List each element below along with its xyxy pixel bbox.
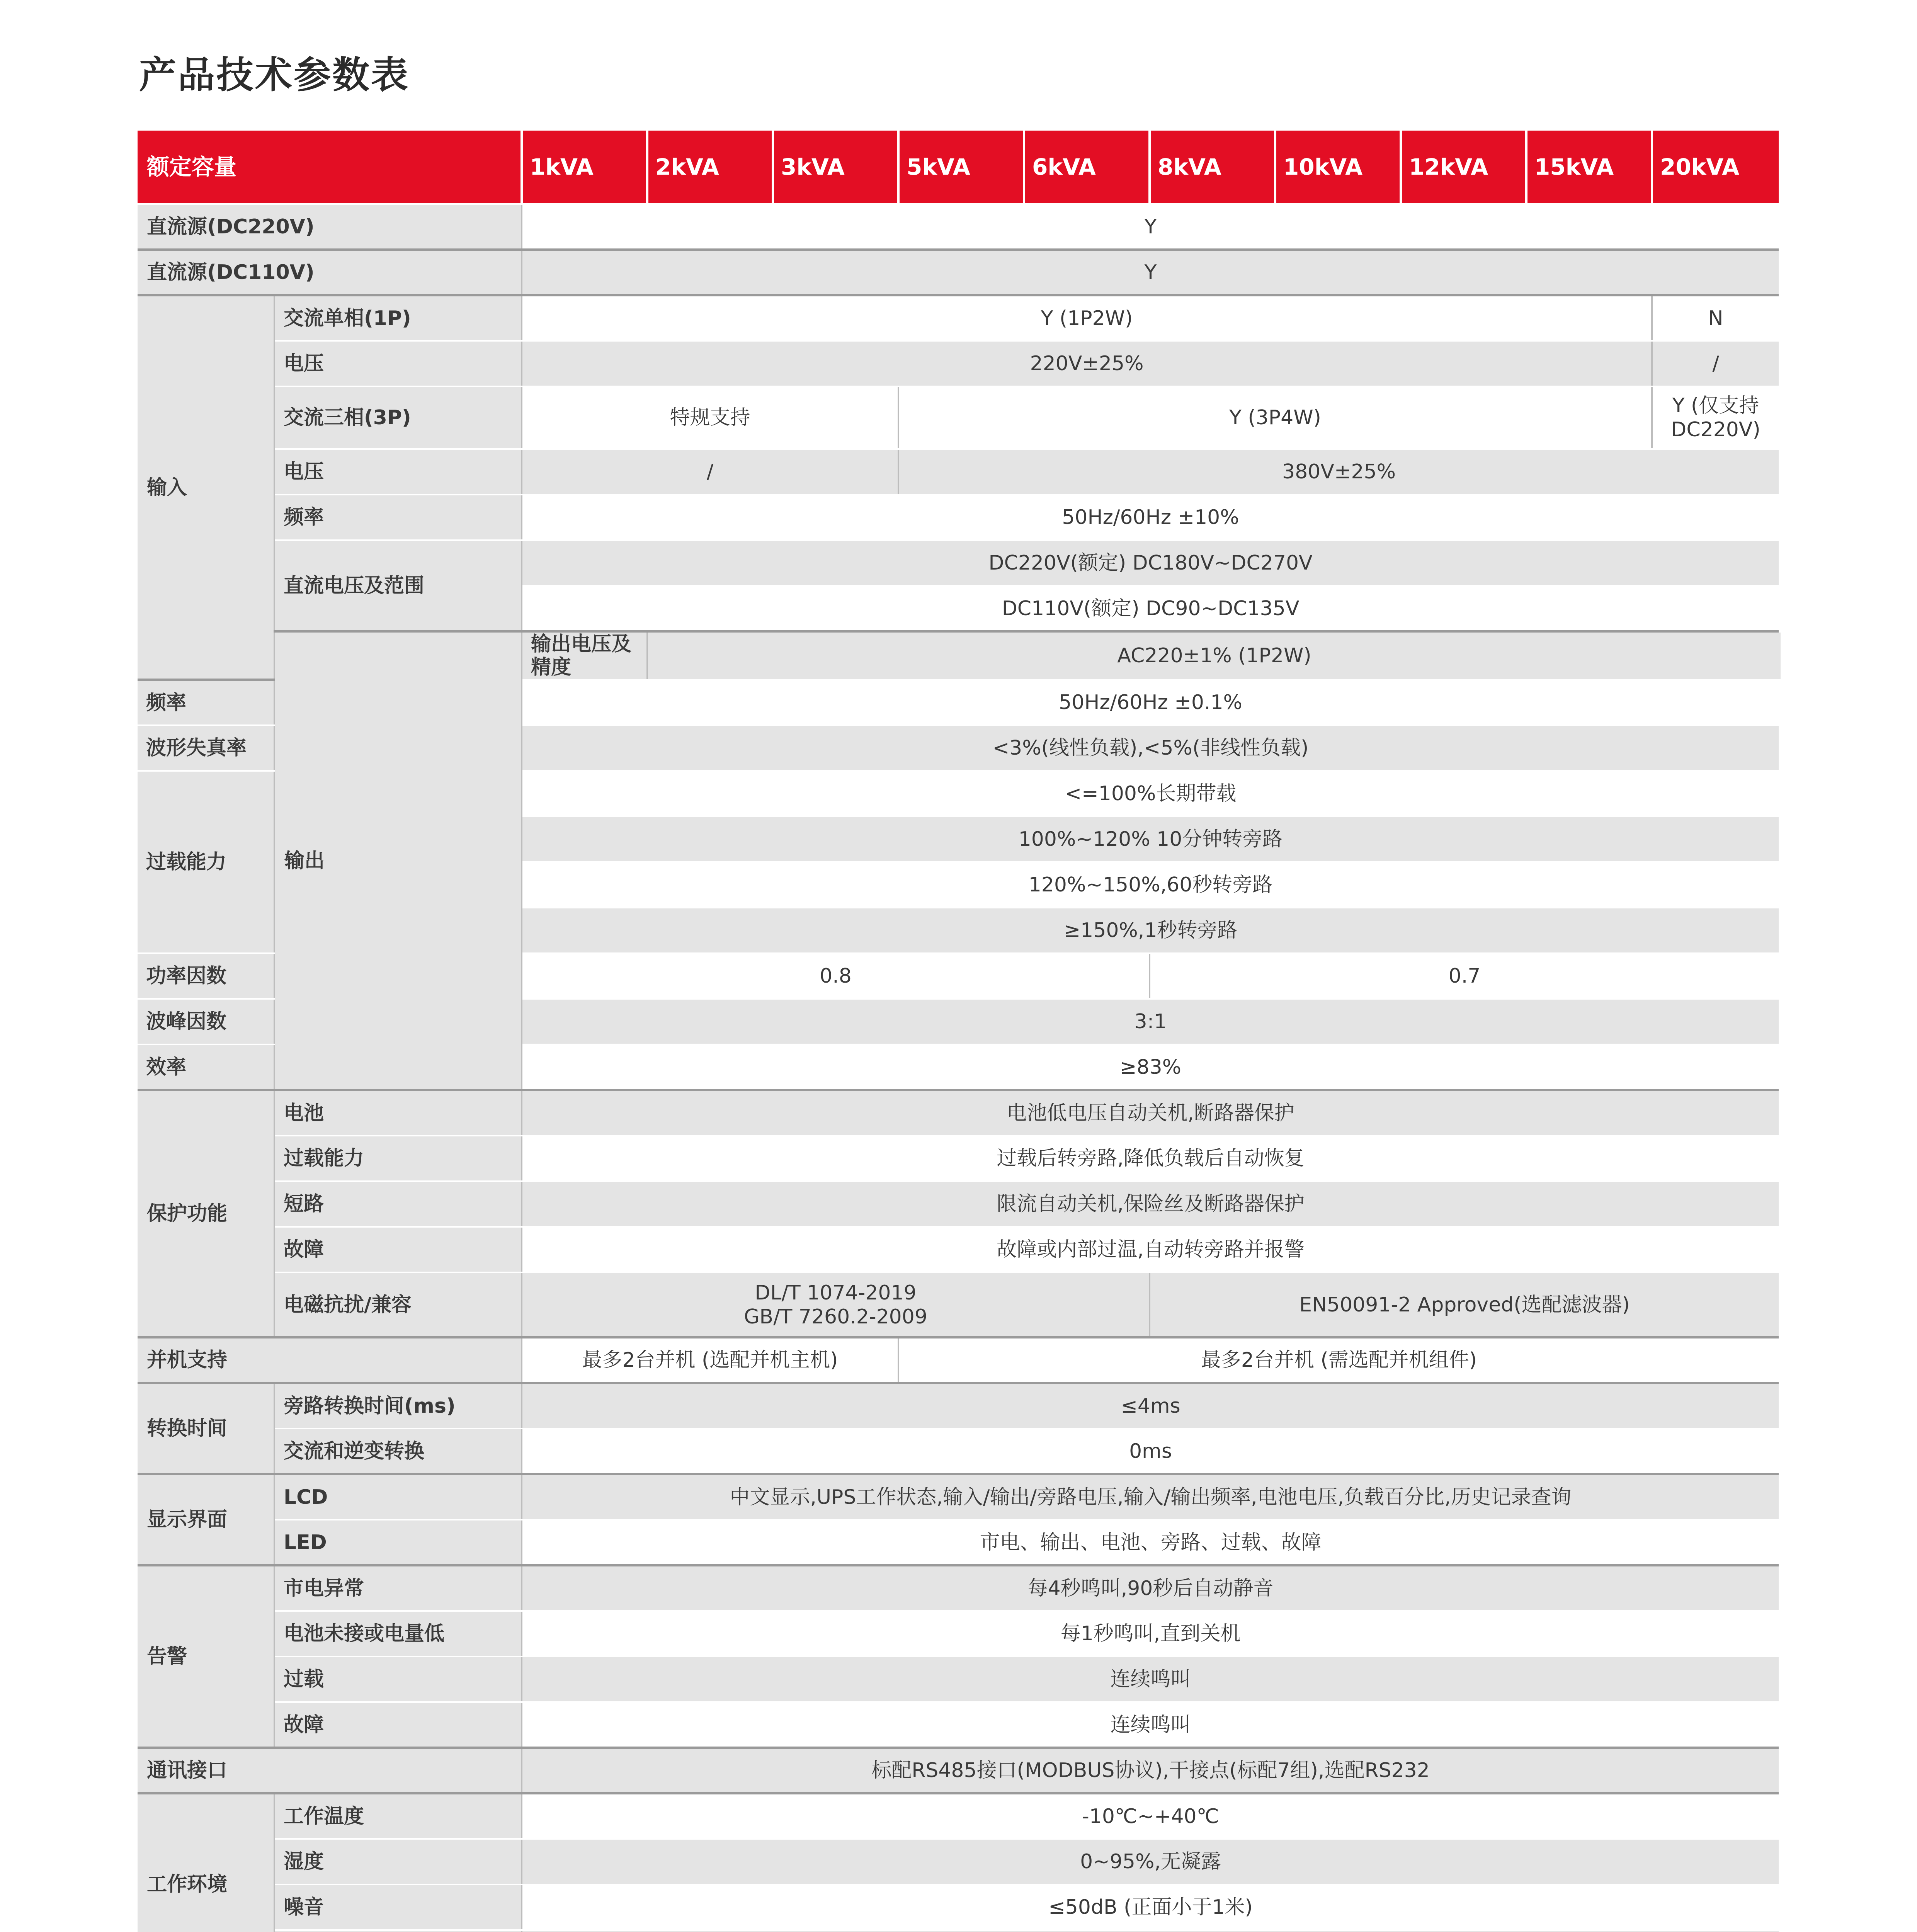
row-value: 连续鸣叫 xyxy=(522,1656,1779,1702)
row-label: 电池未接或电量低 xyxy=(274,1611,522,1656)
table-row xyxy=(138,1793,1781,1839)
row-value: 0.8 xyxy=(522,953,1150,999)
row-value: 连续鸣叫 xyxy=(522,1702,1779,1748)
table-row xyxy=(138,386,1781,449)
row-value: 3:1 xyxy=(522,999,1779,1044)
table-row xyxy=(138,1136,1781,1181)
table-row xyxy=(138,250,1781,295)
row-value: Y xyxy=(522,204,1779,250)
group-label: 输入 xyxy=(138,295,274,680)
table-row xyxy=(138,1884,1781,1930)
row-value xyxy=(1652,386,1779,449)
row-label: 噪音 xyxy=(274,1884,522,1930)
row-value: 0ms xyxy=(522,1429,1779,1474)
row-label: 波峰因数 xyxy=(138,999,274,1044)
row-label: 通讯接口 xyxy=(138,1748,522,1793)
row-value: ≥150%,1秒转旁路 xyxy=(522,908,1779,953)
table-row xyxy=(138,1565,1781,1611)
row-label: 电池 xyxy=(274,1090,522,1136)
row-value: Y (1P2W) xyxy=(522,295,1652,341)
row-label: 故障 xyxy=(274,1227,522,1272)
row-value: 220V±25% xyxy=(522,341,1652,386)
table-row xyxy=(138,295,1781,341)
row-value: 最多2台并机 (需选配并机组件) xyxy=(898,1337,1779,1383)
group-label: 工作环境 xyxy=(138,1793,274,1932)
row-value: <=100%长期带载 xyxy=(522,771,1779,816)
row-label: 波形失真率 xyxy=(138,725,274,771)
cap-3: 3kVA xyxy=(773,131,898,204)
row-label: 工作温度 xyxy=(274,1793,522,1839)
row-value: 故障或内部过温,自动转旁路并报警 xyxy=(522,1227,1779,1272)
group-label: 保护功能 xyxy=(138,1090,274,1337)
row-label: 电压 xyxy=(274,341,522,386)
row-value xyxy=(522,1930,1779,1932)
group-label: 告警 xyxy=(138,1565,274,1748)
row-label: 过载能力 xyxy=(274,1136,522,1181)
row-label: 频率 xyxy=(274,495,522,540)
table-row xyxy=(138,449,1781,495)
table-row xyxy=(138,1474,1781,1520)
row-value-line: GB/T 7260.2-2009 xyxy=(744,1305,927,1328)
row-value: AC220±1% (1P2W) xyxy=(647,631,1781,680)
table-row xyxy=(138,1272,1781,1337)
row-value: 限流自动关机,保险丝及断路器保护 xyxy=(522,1181,1779,1227)
row-value: 50Hz/60Hz ±10% xyxy=(522,495,1779,540)
row-value: 标配RS485接口(MODBUS协议),干接点(标配7组),选配RS232 xyxy=(522,1748,1779,1793)
table-row xyxy=(138,1383,1781,1429)
table-row xyxy=(138,495,1781,540)
table-row xyxy=(138,204,1781,250)
row-value: / xyxy=(522,449,898,495)
row-value: <3%(线性负载),<5%(非线性负载) xyxy=(522,725,1779,771)
row-value: 380V±25% xyxy=(898,449,1779,495)
row-label: 交流和逆变转换 xyxy=(274,1429,522,1474)
table-row xyxy=(138,1611,1781,1656)
row-label: 交流单相(1P) xyxy=(274,295,522,341)
group-label: 转换时间 xyxy=(138,1383,274,1474)
row-label: 市电异常 xyxy=(274,1565,522,1611)
row-value: 过载后转旁路,降低负载后自动恢复 xyxy=(522,1136,1779,1181)
row-label xyxy=(274,1930,522,1932)
row-value: 50Hz/60Hz ±0.1% xyxy=(522,680,1779,725)
row-label: 过载 xyxy=(274,1656,522,1702)
row-label: 电压 xyxy=(274,449,522,495)
row-value: / xyxy=(1652,341,1779,386)
row-value: 0.7 xyxy=(1150,953,1779,999)
row-value: Y xyxy=(522,250,1779,295)
row-value: EN50091-2 Approved(选配滤波器) xyxy=(1150,1272,1779,1337)
table-row xyxy=(138,1930,1781,1932)
row-label: 输出电压及精度 xyxy=(522,631,647,680)
row-value: -10℃~+40℃ xyxy=(522,1793,1779,1839)
row-label: 过载能力 xyxy=(138,771,274,953)
cap-1: 1kVA xyxy=(522,131,647,204)
row-value: 每1秒鸣叫,直到关机 xyxy=(522,1611,1779,1656)
table-row xyxy=(138,1748,1781,1793)
table-row xyxy=(138,1337,1781,1383)
row-label: 交流三相(3P) xyxy=(274,386,522,449)
row-value: 中文显示,UPS工作状态,输入/输出/旁路电压,输入/输出频率,电池电压,负载百分比,历史记录查询 xyxy=(522,1474,1779,1520)
cap-8: 8kVA xyxy=(1150,131,1275,204)
cap-10: 10kVA xyxy=(1275,131,1401,204)
table-row xyxy=(138,1181,1781,1227)
row-label: 直流电压及范围 xyxy=(274,540,522,631)
table-row xyxy=(138,1656,1781,1702)
row-value: DC220V(额定) DC180V~DC270V xyxy=(522,540,1779,586)
row-value: 每4秒鸣叫,90秒后自动静音 xyxy=(522,1565,1779,1611)
row-label: LCD xyxy=(274,1474,522,1520)
page-title: 产品技术参数表 xyxy=(139,53,410,97)
row-label: 直流源(DC220V) xyxy=(138,204,522,250)
row-value: 电池低电压自动关机,断路器保护 xyxy=(522,1090,1779,1136)
table-row xyxy=(138,341,1781,386)
row-value: 市电、输出、电池、旁路、过载、故障 xyxy=(522,1520,1779,1565)
group-label: 显示界面 xyxy=(138,1474,274,1565)
cap-5: 5kVA xyxy=(898,131,1024,204)
row-label: 故障 xyxy=(274,1702,522,1748)
row-label: 直流源(DC110V) xyxy=(138,250,522,295)
group-label: 输出 xyxy=(274,631,522,1090)
spec-table xyxy=(138,131,1781,1932)
row-label: 并机支持 xyxy=(138,1337,522,1383)
row-label: 功率因数 xyxy=(138,953,274,999)
row-value-line: DL/T 1074-2019 xyxy=(755,1281,917,1304)
row-value-line: Y (仅支持 xyxy=(1672,394,1759,417)
cap-2: 2kVA xyxy=(647,131,773,204)
row-value: ≤4ms xyxy=(522,1383,1779,1429)
table-row xyxy=(138,631,1781,680)
row-label: 旁路转换时间(ms) xyxy=(274,1383,522,1429)
row-value-line: DC220V) xyxy=(1671,418,1761,441)
row-value: N xyxy=(1652,295,1779,341)
row-value: 120%~150%,60秒转旁路 xyxy=(522,862,1779,908)
table-row xyxy=(138,1090,1781,1136)
table-row xyxy=(138,1702,1781,1748)
cap-6: 6kVA xyxy=(1024,131,1150,204)
row-value: 0~95%,无凝露 xyxy=(522,1839,1779,1884)
row-value: 100%~120% 10分钟转旁路 xyxy=(522,816,1779,862)
row-value: ≥83% xyxy=(522,1044,1779,1090)
row-label: 效率 xyxy=(138,1044,274,1090)
row-label: 短路 xyxy=(274,1181,522,1227)
row-value xyxy=(522,1272,1150,1337)
table-row xyxy=(138,1227,1781,1272)
table-row xyxy=(138,1520,1781,1565)
table-row xyxy=(138,1429,1781,1474)
header-row xyxy=(138,131,1781,204)
table-row xyxy=(138,540,1781,586)
row-label: 湿度 xyxy=(274,1839,522,1884)
row-value: Y (3P4W) xyxy=(898,386,1652,449)
header-label: 额定容量 xyxy=(138,131,522,204)
row-value: 特规支持 xyxy=(522,386,898,449)
table-row xyxy=(138,1839,1781,1884)
cap-12: 12kVA xyxy=(1401,131,1526,204)
row-label: LED xyxy=(274,1520,522,1565)
row-value: ≤50dB (正面小于1米) xyxy=(522,1884,1779,1930)
cap-20: 20kVA xyxy=(1652,131,1779,204)
row-label: 电磁抗扰/兼容 xyxy=(274,1272,522,1337)
row-label: 频率 xyxy=(138,680,274,725)
cap-15: 15kVA xyxy=(1526,131,1652,204)
row-value: DC110V(额定) DC90~DC135V xyxy=(522,586,1779,631)
row-value: 最多2台并机 (选配并机主机) xyxy=(522,1337,898,1383)
